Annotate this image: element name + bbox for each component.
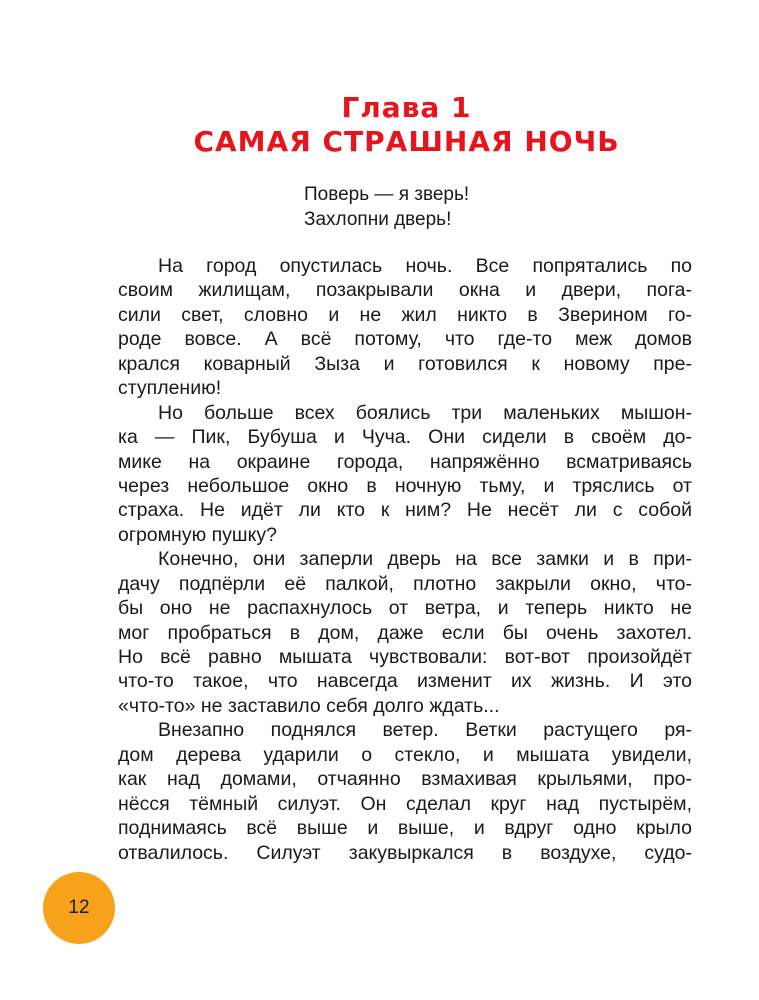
text-line: ка — Пик, Бубуша и Чуча. Они сидели в своём до- bbox=[118, 426, 692, 449]
text-line: через небольшое окно в ночную тьму, и тряслись от bbox=[118, 474, 692, 497]
text-line: Но всё равно мышата чувствовали: вот-вот произойдёт bbox=[118, 646, 692, 668]
text-line: как над домами, отчаянно взмахивая крыльями, про- bbox=[118, 768, 692, 791]
body-text bbox=[118, 254, 692, 865]
page-number: 12 bbox=[68, 897, 90, 918]
text-line: поднимаясь всё выше и выше, и вдруг одно крыло bbox=[118, 817, 692, 840]
text-line: роде вовсе. А всё потому, что где-то меж домов bbox=[118, 328, 692, 351]
epigraph bbox=[304, 182, 469, 232]
text-line: дом дерева ударили о стекло, и мышата увидели, bbox=[118, 743, 692, 766]
epigraph-line: Захлопни дверь! bbox=[304, 209, 452, 230]
text-line: ступлению! bbox=[118, 377, 222, 400]
chapter-number: Глава 1 bbox=[341, 91, 472, 124]
text-line: мог пробраться в дом, даже если бы очень захотел. bbox=[118, 621, 692, 644]
text-line: крался коварный Зыза и готовился к новому пре- bbox=[118, 352, 692, 375]
text-line: На город опустилась ночь. Все попрятались по bbox=[158, 255, 692, 277]
text-line: «что-то» не заставило себя долго ждать... bbox=[118, 694, 500, 717]
text-line: Но больше всех боялись три маленьких мышон- bbox=[158, 401, 692, 424]
epigraph-line: Поверь — я зверь! bbox=[304, 184, 470, 205]
text-line: Внезапно поднялся ветер. Ветки растущего ря- bbox=[158, 719, 692, 742]
text-line: Конечно, они заперли дверь на все замки и в при- bbox=[158, 548, 692, 571]
text-line: отвалилось. Силуэт закувыркался в воздухе, судо- bbox=[118, 841, 692, 864]
text-line: что-то такое, что навсегда изменит их жизнь. И это bbox=[118, 670, 692, 693]
text-line: бы оно не распахнулось от ветра, и теперь никто не bbox=[118, 597, 692, 620]
text-line: дачу подпёрли её палкой, плотно закрыли окно, что- bbox=[118, 572, 692, 595]
text-line: огромную пушку? bbox=[118, 523, 277, 546]
text-line: своим жилищам, позакрывали окна и двери, пога- bbox=[118, 279, 692, 302]
text-line: сили свет, словно и не жил никто в Зверином го- bbox=[118, 303, 692, 326]
text-line: страха. Не идёт ли кто к ним? Не несёт ли с собой bbox=[118, 499, 692, 522]
chapter-title: САМАЯ СТРАШНАЯ НОЧЬ bbox=[193, 125, 620, 158]
page-number-badge bbox=[43, 872, 115, 944]
text-line: нёсся тёмный силуэт. Он сделал круг над пустырём, bbox=[118, 792, 692, 815]
text-line: мике на окраине города, напряжённо всматриваясь bbox=[118, 450, 692, 473]
